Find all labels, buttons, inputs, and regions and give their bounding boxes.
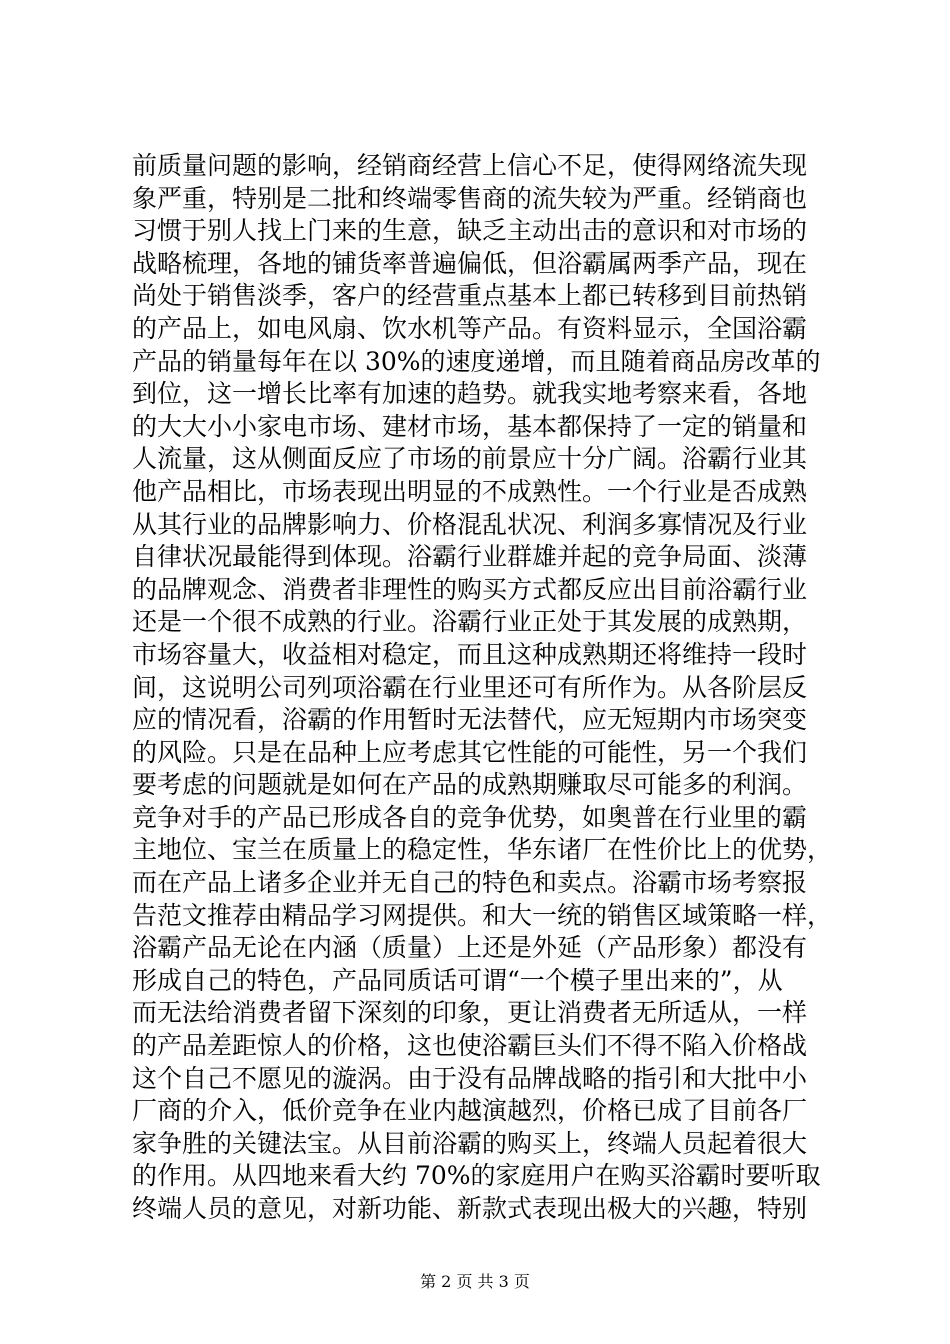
text-line: 浴霸产品无论在内涵（质量）上还是外延（产品形象）都没有 [132,933,808,963]
text-line: 间，这说明公司列项浴霸在行业里还可有所作为。从各阶层反 [132,672,808,702]
text-line: 家争胜的关键法宝。从目前浴霸的购买上，终端人员起着很大 [132,1128,808,1158]
text-line: 形成自己的特色，产品同质话可谓“一个模子里出来的”，从 [132,965,783,995]
text-line: 的作用。从四地来看大约 70%的家庭用户在购买浴霸时要听取 [132,1161,821,1191]
page-number-footer: 第 2 页 共 3 页 [420,1272,530,1291]
text-line: 尚处于销售淡季，客户的经营重点基本上都已转移到目前热销 [132,281,808,311]
text-line: 他产品相比，市场表现出明显的不成熟性。一个行业是否成熟 [132,476,808,506]
text-line: 而无法给消费者留下深刻的印象，更让消费者无所适从，一样 [132,998,808,1028]
text-line: 的风险。只是在品种上应考虑其它性能的可能性，另一个我们 [132,737,808,767]
text-line: 市场容量大，收益相对稳定，而且这种成熟期还将维持一段时 [132,639,808,669]
text-line: 的产品上，如电风扇、饮水机等产品。有资料显示，全国浴霸 [132,313,808,343]
text-line: 前质量问题的影响，经销商经营上信心不足，使得网络流失现 [132,151,808,180]
body-paragraph [132,150,833,1226]
text-line: 应的情况看，浴霸的作用暂时无法替代，应无短期内市场突变 [132,705,808,735]
text-line: 要考虑的问题就是如何在产品的成熟期赚取尽可能多的利润。 [132,770,808,800]
text-line: 从其行业的品牌影响力、价格混乱状况、利润多寡情况及行业 [132,509,808,539]
text-line: 的大大小小家电市场、建材市场，基本都保持了一定的销量和 [132,411,808,441]
text-line: 而在产品上诸多企业并无自己的特色和卖点。浴霸市场考察报 [132,868,808,898]
text-line: 主地位、宝兰在质量上的稳定性，华东诸厂在性价比上的优势， [132,835,833,865]
text-line: 竞争对手的产品已形成各自的竞争优势，如奥普在行业里的霸 [132,802,808,832]
text-line: 这个自己不愿见的漩涡。由于没有品牌战略的指引和大批中小 [132,1063,808,1093]
text-line: 人流量，这从侧面反应了市场的前景应十分广阔。浴霸行业其 [132,444,808,474]
text-line: 厂商的介入，低价竞争在业内越演越烈，价格已成了目前各厂 [132,1096,808,1126]
text-line: 的产品差距惊人的价格，这也使浴霸巨头们不得不陷入价格战 [132,1031,808,1061]
text-line: 终端人员的意见，对新功能、新款式表现出极大的兴趣，特别 [132,1194,808,1223]
text-line: 战略梳理，各地的铺货率普遍偏低，但浴霸属两季产品，现在 [132,248,808,278]
text-line: 的品牌观念、消费者非理性的购买方式都反应出目前浴霸行业 [132,574,808,604]
text-line: 告范文推荐由精品学习网提供。和大一统的销售区域策略一样， [132,900,833,930]
text-line: 习惯于别人找上门来的生意，缺乏主动出击的意识和对市场的 [132,216,808,246]
text-line: 产品的销量每年在以 30%的速度递增，而且随着商品房改革的 [132,346,821,376]
text-line: 自律状况最能得到体现。浴霸行业群雄并起的竞争局面、淡薄 [132,542,808,572]
text-line: 还是一个很不成熟的行业。浴霸行业正处于其发展的成熟期， [132,607,808,637]
text-line: 象严重，特别是二批和终端零售商的流失较为严重。经销商也 [132,183,808,213]
text-line: 到位，这一增长比率有加速的趋势。就我实地考察来看，各地 [132,379,808,409]
